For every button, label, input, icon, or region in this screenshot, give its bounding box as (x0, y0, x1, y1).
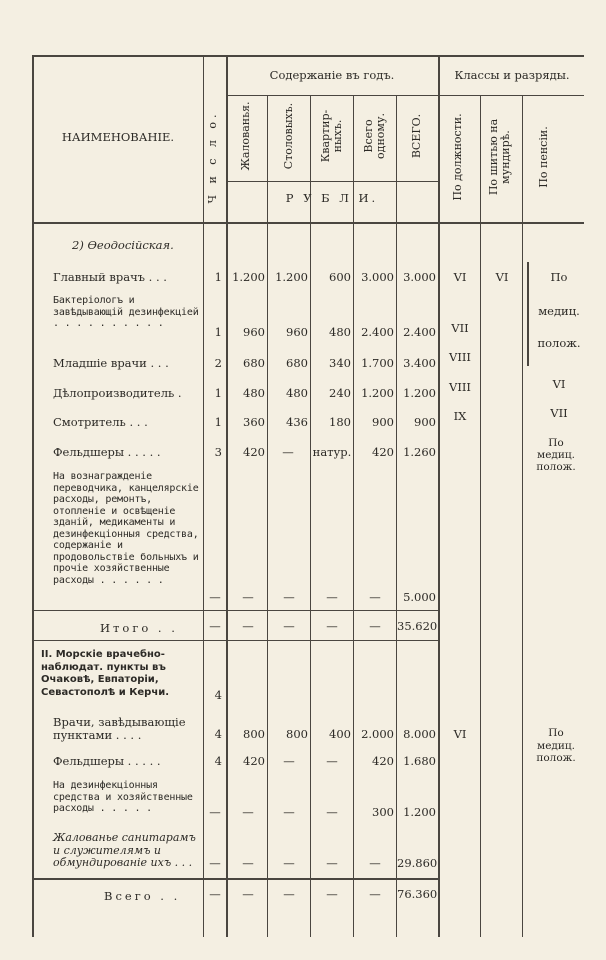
row-zhalovanya: 800 (243, 727, 265, 741)
row-kvartirnykh: — (326, 856, 338, 870)
row-stolovykh: 960 (286, 325, 308, 339)
itogo-vsego-odnomu: — (369, 619, 381, 633)
table-left-border (32, 55, 34, 937)
row-class-dolzhnost: VIII (449, 350, 471, 364)
row-class-pensiya: медиц. (538, 304, 580, 318)
col-header-po-pensii: По пенсіи. (537, 126, 550, 188)
row-count: 4 (214, 727, 222, 741)
row-vsego: 900 (414, 415, 436, 429)
vsego-top-line (32, 878, 438, 880)
itogo-zhalovanya: — (242, 619, 254, 633)
row-stolovykh: 436 (286, 415, 308, 429)
col-header-kvartirnykh: Квартир- ныхъ. (319, 109, 344, 163)
vsego-stolovykh: — (283, 887, 295, 901)
row-vsego-odnomu: 300 (372, 805, 394, 819)
row-stolovykh: — (282, 445, 294, 459)
row-vsego-odnomu: 420 (372, 445, 394, 459)
row-kvartirnykh: 340 (329, 356, 351, 370)
vsego-count: — (209, 887, 221, 901)
row-vsego-odnomu: 1.700 (361, 356, 394, 370)
row-name-bakteriolog: Бактеріологъ и завѣдывающій дезинфекціей . . . . . . . . . . (53, 295, 199, 329)
row-class-pensiya: По (550, 270, 568, 284)
row-count: — (209, 856, 221, 870)
row-zhalovanya: 680 (243, 356, 265, 370)
itogo-stolovykh: — (283, 619, 295, 633)
row-kvartirnykh: — (326, 590, 338, 604)
row-kvartirnykh: — (326, 754, 338, 768)
row-class-dolzhnost: VI (453, 270, 467, 284)
section-title-sea-points: II. Морскіе врачебно-наблюдат. пункты въ Очаковѣ, Евпаторіи, Севастополѣ и Керчи. (41, 649, 170, 698)
row-vsego-odnomu: — (369, 590, 381, 604)
row-zhalovanya: 480 (243, 386, 265, 400)
row-kvartirnykh: — (326, 805, 338, 819)
row-stolovykh: — (283, 754, 295, 768)
row-vsego-odnomu: — (369, 856, 381, 870)
row-vsego-odnomu: 3.000 (361, 270, 394, 284)
classes-group-header: Классы и разряды. (454, 68, 570, 82)
row-class-dolzhnost: VIII (449, 380, 471, 394)
col-header-zhalovanya: Жалованья. (239, 101, 252, 171)
row-zhalovanya: 420 (243, 445, 265, 459)
row-class-pensiya: VII (550, 406, 568, 420)
row-class-shitye: VI (495, 270, 509, 284)
itogo-top-line (32, 610, 438, 611)
count-col-header: Ч и с л о. (206, 110, 219, 204)
row-kvartirnykh: 400 (329, 727, 351, 741)
units-top-line (226, 181, 438, 182)
row-name-glavny-vrach: Главный врачъ . . . (53, 270, 167, 284)
units-label: Р У Б Л И. (285, 191, 379, 205)
row-kvartirnykh: 600 (329, 270, 351, 284)
vsego-zhalovanya: — (242, 887, 254, 901)
row-vsego-odnomu: 1.200 (361, 386, 394, 400)
row-vsego: 2.400 (403, 325, 436, 339)
row-vsego: 1.200 (403, 386, 436, 400)
col-header-po-dolzhnosti: По должности. (451, 113, 464, 201)
itogo-vsego: 35.620 (397, 619, 438, 633)
row-count: 2 (214, 356, 222, 370)
row-count: 3 (214, 445, 222, 459)
row-stolovykh: 480 (286, 386, 308, 400)
row-name-prochie-raskhody: На вознагражденіе переводчика, канцелярскіе расходы, ремонтъ, отопленіе и освѣщеніе зданій, медикаменты и дезинфекціонныя средства, содержаніе и продовольствіе больныхъ и прочіе хозяйственные расходы . . . . . . (53, 471, 199, 586)
row-vsego: 3.400 (403, 356, 436, 370)
col-header-stolovykh: Столовыхъ. (282, 102, 295, 170)
row-vsego: 1.200 (403, 805, 436, 819)
row-zhalovanya: 360 (243, 415, 265, 429)
section-title-feodosia: 2) Ѳеодосійская. (72, 238, 174, 252)
row-vsego: 3.000 (403, 270, 436, 284)
row-name-smotritel: Смотритель . . . (53, 415, 148, 429)
row-name-deloproizvoditel: Дѣлопроизводитель . (53, 386, 182, 400)
section-sea-count: 4 (214, 688, 222, 702)
row-zhalovanya: 1.200 (232, 270, 265, 284)
group-header-line (226, 95, 584, 96)
classes-col-line (438, 55, 440, 937)
row-stolovykh: 1.200 (275, 270, 308, 284)
row-count: 1 (214, 386, 222, 400)
row-count: 1 (214, 325, 222, 339)
row-count: — (209, 805, 221, 819)
row-name-feldshery-2: Фельдшеры . . . . . (53, 754, 161, 768)
row-kvartirnykh: 240 (329, 386, 351, 400)
row-stolovykh: 680 (286, 356, 308, 370)
row-name-mladshie-vrachi: Младшіе врачи . . . (53, 356, 169, 370)
row-zhalovanya: 420 (243, 754, 265, 768)
row-vsego: 1.260 (403, 445, 436, 459)
table-top-border (32, 55, 584, 57)
row-stolovykh: — (283, 856, 295, 870)
row-kvartirnykh: 480 (329, 325, 351, 339)
vsego-vsego-odnomu: — (369, 887, 381, 901)
itogo-count: — (209, 619, 221, 633)
row-vsego: 29.860 (397, 856, 438, 870)
row-count: 1 (214, 270, 222, 284)
row-vsego-odnomu: 2.400 (361, 325, 394, 339)
row-name-feldshery: Фельдшеры . . . . . (53, 445, 161, 459)
row-kvartirnykh: натур. (312, 445, 352, 459)
row-stolovykh: — (283, 805, 295, 819)
row-name-vrachi-zaveduyushchie: Врачи, завѣдывающіе пунктами . . . . (53, 715, 186, 742)
col-header-po-shityu: По шитью на мундирѣ. (487, 118, 512, 196)
header-bottom-line (32, 222, 584, 224)
row-class-pensiya: VI (552, 377, 566, 391)
vsego-vsego: 76.360 (397, 887, 438, 901)
row-vsego-odnomu: 420 (372, 754, 394, 768)
row-vsego-odnomu: 2.000 (361, 727, 394, 741)
vsego-kvartirnykh: — (326, 887, 338, 901)
itogo-bottom-line (32, 640, 438, 641)
name-col-header: НАИМЕНОВАНІЕ. (61, 130, 175, 144)
vsego-label: Всего . . (104, 889, 181, 903)
col-header-vsego-odnomu: Всего одному. (362, 113, 387, 159)
row-class-dolzhnost: VI (453, 727, 467, 741)
row-vsego: 5.000 (403, 590, 436, 604)
content-col-line (226, 55, 228, 937)
row-stolovykh: 800 (286, 727, 308, 741)
row-class-pensiya: По медиц. полож. (536, 727, 576, 764)
row-name-dezinf-sredstva: На дезинфекціонныя средства и хозяйственные расходы . . . . . (53, 780, 193, 814)
row-class-dolzhnost: IX (453, 409, 467, 423)
row-kvartirnykh: 180 (329, 415, 351, 429)
row-class-pensiya: полож. (537, 336, 581, 350)
row-class-pensiya: По медиц. полож. (536, 437, 576, 473)
row-vsego-odnomu: 900 (372, 415, 394, 429)
row-vsego: 8.000 (403, 727, 436, 741)
itogo-kvartirnykh: — (326, 619, 338, 633)
row-count: 4 (214, 754, 222, 768)
row-name-zhalovanye-sanitaram: Жалованье санитарамъ и служителямъ и обмундированіе ихъ . . . (53, 831, 196, 869)
row-class-dolzhnost: VII (451, 321, 469, 335)
itogo-label: Итого . . (100, 621, 178, 635)
row-zhalovanya: — (242, 590, 254, 604)
col-header-vsego: ВСЕГО. (410, 113, 423, 159)
content-group-header: Содержаніе въ годъ. (269, 68, 395, 82)
row-count: 1 (214, 415, 222, 429)
count-col-line (203, 55, 204, 937)
pension-bracket (527, 262, 529, 366)
row-count: — (209, 590, 221, 604)
row-vsego: 1.680 (403, 754, 436, 768)
row-stolovykh: — (283, 590, 295, 604)
row-zhalovanya: 960 (243, 325, 265, 339)
row-zhalovanya: — (242, 856, 254, 870)
row-zhalovanya: — (242, 805, 254, 819)
